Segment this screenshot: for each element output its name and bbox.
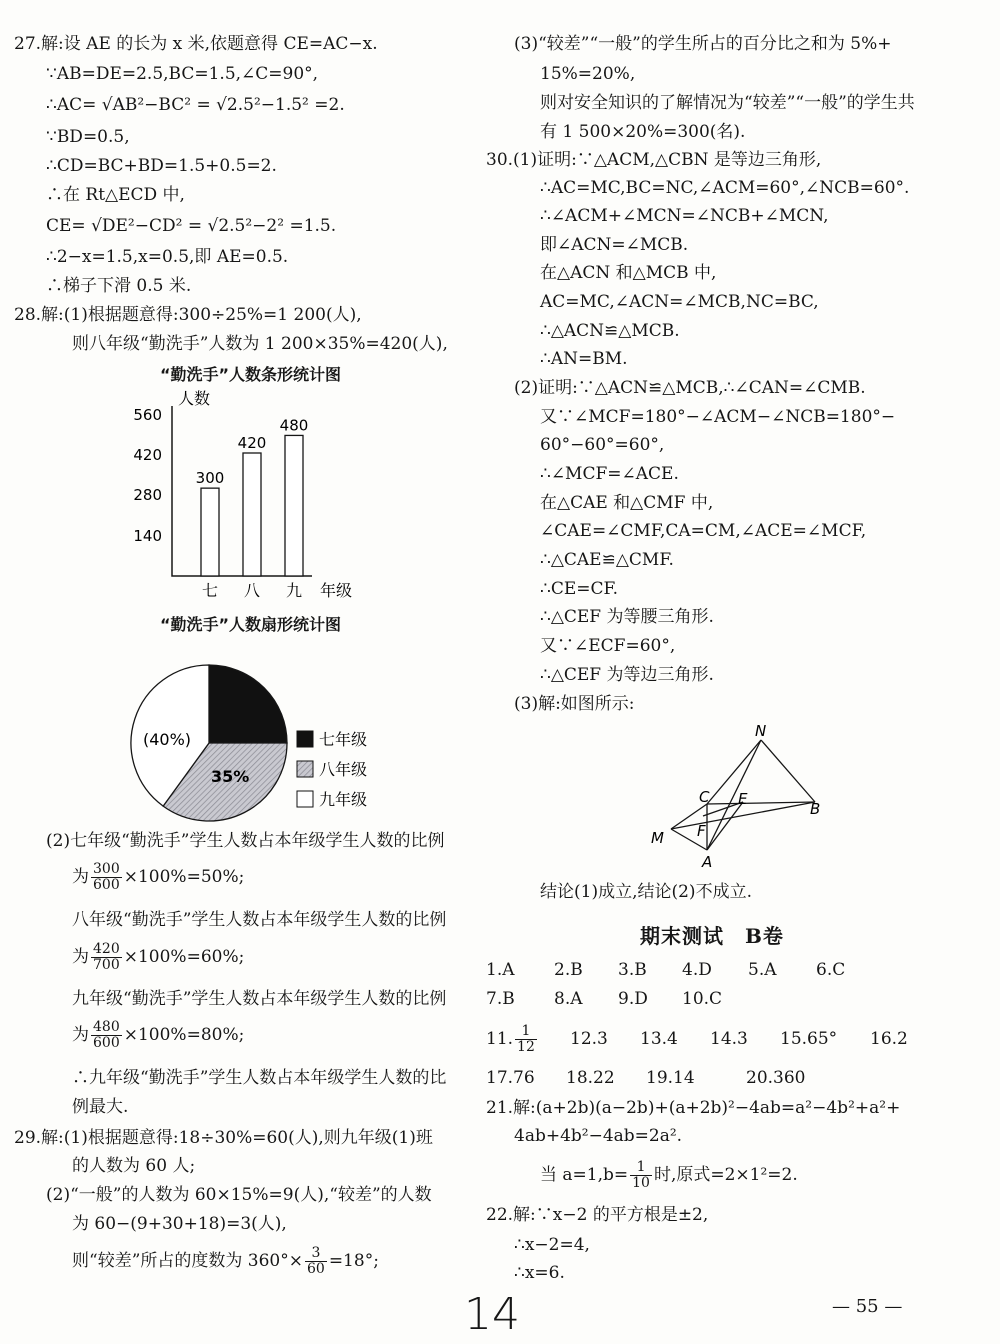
q27-line: CE= √DE²−CD² = √2.5²−2² =1.5. (46, 216, 337, 236)
geometry-figure (645, 722, 835, 872)
q28-fraction-line: 为 $\frac{300}{600}$ ×100%=50%; (72, 861, 245, 893)
q27-line: ∴2−x=1.5,x=0.5,即 AE=0.5. (46, 247, 289, 267)
q28-line: 28.解:(1)根据题意得:300÷25%=1 200(人), (14, 305, 362, 325)
answer: 7.B (486, 989, 515, 1009)
answer: 10.C (682, 989, 723, 1009)
q30-line: ∴∠MCF=∠ACE. (540, 464, 679, 484)
q21-line: 4ab+4b²−4ab=2a². (514, 1126, 683, 1146)
q28-line: (2)七年级“勤洗手”学生人数占本年级学生人数的比例 (46, 831, 445, 851)
q27-line: ∴在 Rt△ECD 中, (46, 185, 185, 205)
q30-line: ∴∠ACM+∠MCN=∠NCB+∠MCN, (540, 206, 829, 226)
q29-line: 为 60−(9+30+18)=3(人), (72, 1214, 287, 1234)
q30-line: ∴△CEF 为等边三角形. (540, 665, 714, 685)
q22-line: ∴x−2=4, (514, 1235, 590, 1255)
pie-chart (125, 655, 425, 835)
answer: 5.A (748, 960, 777, 980)
q28-fraction-line: 为 $\frac{480}{600}$ ×100%=80%; (72, 1019, 245, 1051)
q30-line: 60°−60°=60°, (540, 435, 665, 455)
figure-label: B (810, 800, 821, 818)
q30-line: 在△ACN 和△MCB 中, (540, 263, 717, 283)
answer: 12.3 (570, 1029, 608, 1049)
figure-label: A (702, 853, 713, 871)
q29-3-line: (3)“较差”“一般”的学生所占的百分比之和为 5%+ (514, 34, 892, 54)
bar (201, 488, 219, 576)
q30-line: ∠CAE=∠CMF,CA=CM,∠ACE=∠MCF, (540, 521, 867, 541)
q27-line: ∴AC= √AB²−BC² = √2.5²−1.5² =2. (46, 95, 345, 115)
bar-category-label: 八 (243, 581, 261, 600)
q30-line: (2)证明:∵△ACN≌△MCB,∴∠CAN=∠CMB. (514, 378, 866, 398)
q27-line: ∴梯子下滑 0.5 米. (46, 276, 192, 296)
bar-chart-ytick: 560 (133, 406, 162, 424)
q30-line: ∴△CAE≌△CMF. (540, 550, 674, 570)
answer: 2.B (554, 960, 583, 980)
legend-label: 八年级 (319, 760, 368, 779)
figure-label: F (697, 822, 706, 840)
handwritten-page-mark: 14 (464, 1289, 520, 1340)
bar-chart-ytick: 280 (133, 486, 162, 504)
answer: 4.D (682, 960, 712, 980)
q28-line: 八年级“勤洗手”学生人数占本年级学生人数的比例 (72, 910, 447, 930)
legend-label: 九年级 (319, 790, 368, 809)
figure-label: C (699, 788, 710, 806)
q22-line: 22.解:∵x−2 的平方根是±2, (486, 1205, 709, 1225)
bar-category-label: 九 (285, 581, 303, 600)
bar-chart-ylabel: 人数 (178, 389, 211, 408)
q30-line: ∴AN=BM. (540, 349, 628, 369)
bar-value-label: 420 (237, 434, 267, 452)
q30-line: 在△CAE 和△CMF 中, (540, 493, 714, 513)
legend-swatch-7 (297, 731, 313, 747)
q30-line: 又∵∠ECF=60°, (540, 636, 676, 656)
q27-line: 27.解:设 AE 的长为 x 米,依题意得 CE=AC−x. (14, 34, 378, 54)
figure-label: M (651, 829, 664, 847)
legend-swatch-8 (297, 761, 313, 777)
q30-line: (3)解:如图所示: (514, 694, 635, 714)
q30-line: ∴AC=MC,BC=NC,∠ACM=60°,∠NCB=60°. (540, 178, 910, 198)
answer: 18.22 (566, 1068, 615, 1088)
figure-label: N (755, 722, 767, 740)
answer: 13.4 (640, 1029, 678, 1049)
q30-line: 又∵∠MCF=180°−∠ACM−∠NCB=180°− (540, 407, 896, 427)
bar (243, 453, 261, 576)
bar-chart (120, 384, 400, 606)
q30-line: ∴△ACN≌△MCB. (540, 321, 680, 341)
q28-line: 例最大. (72, 1097, 129, 1117)
q29-fraction-line: 则“较差”所占的度数为 360°× $\frac{3}{60}$ =18°; (72, 1245, 379, 1277)
q29-3-line: 15%=20%, (540, 64, 636, 84)
q29-line: (2)“一般”的人数为 60×15%=9(人),“较差”的人数 (46, 1185, 432, 1205)
answer: 14.3 (710, 1029, 748, 1049)
answer: 8.A (554, 989, 583, 1009)
bar-value-label: 480 (279, 416, 309, 435)
answer: 20.360 (746, 1068, 806, 1088)
section-heading: 期末测试 B卷 (640, 924, 784, 948)
pie-slice (209, 665, 287, 743)
q22-line: ∴x=6. (514, 1263, 565, 1283)
q30-line: 即∠ACN=∠MCB. (540, 235, 689, 255)
q30-line: AC=MC,∠ACN=∠MCB,NC=BC, (540, 292, 819, 312)
q21-line: 21.解:(a+2b)(a−2b)+(a+2b)²−4ab=a²−4b²+a²+ (486, 1098, 901, 1118)
answer: 1.A (486, 960, 515, 980)
bar-chart-xlabel: 年级 (320, 581, 353, 600)
conclusion-text: 结论(1)成立,结论(2)不成立. (540, 882, 752, 902)
q29-line: 29.解:(1)根据题意得:18÷30%=60(人),则九年级(1)班 (14, 1128, 433, 1148)
q28-line: 九年级“勤洗手”学生人数占本年级学生人数的比例 (72, 989, 447, 1009)
answer-11: 11. $\frac{1}{12}$ (486, 1023, 535, 1055)
q29-3-line: 则对安全知识的了解情况为“较差”“一般”的学生共 (540, 93, 915, 113)
q30-line: ∴CE=CF. (540, 579, 619, 599)
pie-label-8: 35% (211, 767, 250, 786)
bar-chart-title: “勤洗手”人数条形统计图 (160, 365, 342, 384)
pie-chart-title: “勤洗手”人数扇形统计图 (160, 615, 342, 634)
bar (285, 435, 303, 576)
bar-value-label: 300 (195, 469, 225, 488)
answer: 15.65° (780, 1029, 838, 1049)
q27-line: ∴CD=BC+BD=1.5+0.5=2. (46, 156, 277, 176)
figure-label: E (738, 790, 748, 808)
bar-chart-ytick: 140 (133, 527, 162, 545)
bar-chart-ytick: 420 (133, 446, 162, 464)
answer: 16.2 (870, 1029, 908, 1049)
legend-label: 七年级 (319, 730, 368, 749)
answer: 19.14 (646, 1068, 695, 1088)
answer: 3.B (618, 960, 647, 980)
q29-line: 的人数为 60 人; (72, 1156, 196, 1176)
answer: 17.76 (486, 1068, 535, 1088)
q29-3-line: 有 1 500×20%=300(名). (540, 122, 746, 142)
q30-line: 30.(1)证明:∵△ACM,△CBN 是等边三角形, (486, 150, 822, 170)
q21-fraction-line: 当 a=1,b= $\frac{1}{10}$ 时,原式=2×1²=2. (540, 1159, 798, 1191)
page-number: — 55 — (832, 1296, 903, 1317)
answer: 9.D (618, 989, 648, 1009)
q28-fraction-line: 为 $\frac{420}{700}$ ×100%=60%; (72, 941, 245, 973)
q28-line: 则八年级“勤洗手”人数为 1 200×35%=420(人), (72, 334, 448, 354)
legend-swatch-9 (297, 791, 313, 807)
answer: 6.C (816, 960, 846, 980)
q30-line: ∴△CEF 为等腰三角形. (540, 607, 714, 627)
q27-line: ∵BD=0.5, (46, 127, 130, 147)
q28-line: ∴九年级“勤洗手”学生人数占本年级学生人数的比 (72, 1068, 447, 1088)
bar-category-label: 七 (201, 581, 219, 600)
pie-label-9: (40%) (143, 730, 192, 749)
q27-line: ∵AB=DE=2.5,BC=1.5,∠C=90°, (46, 64, 319, 84)
